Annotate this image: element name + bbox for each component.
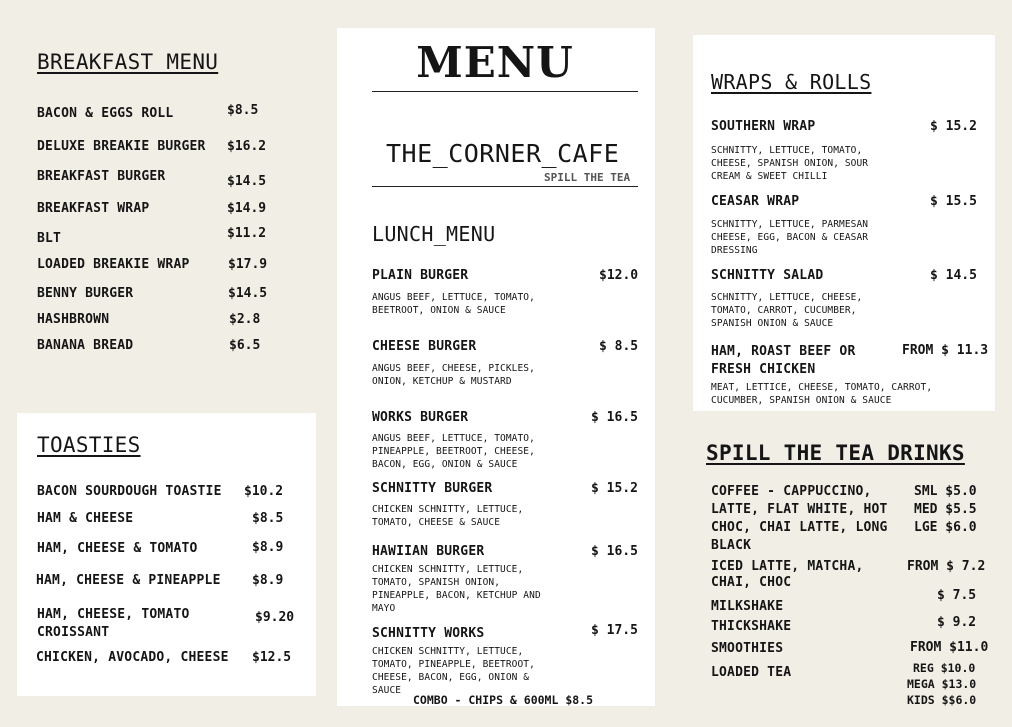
wrap-item-name: CEASAR WRAP [711, 194, 800, 209]
drink-coffee-price: LGE $6.0 [914, 520, 977, 535]
wraps-title: WRAPS & ROLLS [711, 70, 872, 94]
breakfast-item-price: $6.5 [229, 338, 261, 353]
drink-coffee-price: SML $5.0 [914, 484, 977, 499]
lunch-item-name: PLAIN BURGER [372, 268, 469, 283]
breakfast-item-price: $14.5 [228, 286, 268, 301]
breakfast-item-name: BLT [37, 231, 62, 246]
lunch-item-desc: ANGUS BEEF, CHEESE, PICKLES, ONION, KETCHUP & MUSTARD [372, 363, 535, 387]
drink-loaded-price: MEGA $13.0 [907, 677, 977, 691]
drink-thickshake-name: THICKSHAKE [711, 619, 792, 634]
wrap-item-name: SCHNITTY SALAD [711, 268, 824, 283]
breakfast-item-name: LOADED BREAKIE WRAP [37, 257, 190, 272]
toastie-item-price: $8.9 [252, 573, 284, 588]
lunch-item-desc: CHICKEN SCHNITTY, LETTUCE, TOMATO, SPANISH ONION, PINEAPPLE, BACON, KETCHUP AND MAYO [372, 564, 541, 614]
toastie-item-name: CHICKEN, AVOCADO, CHEESE [36, 650, 229, 665]
cafe-name-rule [372, 186, 638, 187]
breakfast-item-name: DELUXE BREAKIE BURGER [37, 139, 206, 154]
toastie-item-name: BACON SOURDOUGH TOASTIE [37, 484, 222, 499]
toastie-item-price: $12.5 [252, 650, 292, 665]
combo-note: COMBO - CHIPS & 600ML $8.5 [413, 693, 594, 707]
wrap-item-desc: SCHNITTY, LETTUCE, TOMATO, CHEESE, SPANISH ONION, SOUR CREAM & SWEET CHILLI [711, 145, 869, 182]
drink-loaded-price: REG $10.0 [913, 661, 976, 675]
breakfast-item-price: $16.2 [227, 139, 267, 154]
wrap-item-price: $ 14.5 [930, 268, 977, 283]
drink-milkshake-name: MILKSHAKE [711, 599, 784, 614]
toastie-item-price: $9.20 [255, 610, 295, 625]
toastie-item-price: $10.2 [244, 484, 284, 499]
wrap-item-desc: SCHNITTY, LETTUCE, PARMESAN CHEESE, EGG, BACON & CEASAR DRESSING [711, 219, 869, 256]
breakfast-item-price: $2.8 [229, 312, 261, 327]
breakfast-item-price: $14.5 [227, 174, 267, 189]
breakfast-item-price: $8.5 [227, 103, 259, 118]
drink-thickshake-price: $ 9.2 [937, 615, 977, 630]
wrap-item-price: $ 15.2 [930, 119, 977, 134]
drink-coffee-name: COFFEE - CAPPUCCINO, LATTE, FLAT WHITE, HOT CHOC, CHAI LATTE, LONG BLACK [711, 484, 888, 553]
lunch-item-name: HAWIIAN BURGER [372, 544, 485, 559]
drink-milkshake-price: $ 7.5 [937, 588, 977, 603]
lunch-item-desc: ANGUS BEEF, LETTUCE, TOMATO, PINEAPPLE, BEETROOT, CHEESE, BACON, EGG, ONION & SAUCE [372, 433, 535, 470]
drink-smoothies-name: SMOOTHIES [711, 641, 784, 656]
drink-coffee-price: MED $5.5 [914, 502, 977, 517]
lunch-item-price: $ 16.5 [591, 410, 638, 425]
lunch-item-desc: CHICKEN SCHNITTY, LETTUCE, TOMATO, PINEAPPLE, BEETROOT, CHEESE, BACON, EGG, ONION & SAUCE [372, 646, 535, 696]
breakfast-item-name: HASHBROWN [37, 312, 110, 327]
breakfast-item-name: BENNY BURGER [37, 286, 134, 301]
toasties-title: TOASTIES [37, 433, 141, 457]
drink-iced-price: FROM $ 7.2 [907, 559, 986, 574]
lunch-item-price: $ 17.5 [591, 623, 638, 638]
lunch-item-price: $ 16.5 [591, 544, 638, 559]
wrap-item-desc: SCHNITTY, LETTUCE, CHEESE, TOMATO, CARROT, CUCUMBER, SPANISH ONION & SAUCE [711, 292, 863, 329]
breakfast-item-price: $17.9 [228, 257, 268, 272]
toastie-item-name: HAM, CHEESE, TOMATO CROISSANT [37, 607, 190, 640]
lunch-item-price: $ 8.5 [599, 339, 639, 354]
drink-loaded-price: KIDS $$6.0 [907, 693, 977, 707]
drink-smoothies-price: FROM $11.0 [910, 640, 989, 655]
lunch-title: LUNCH_MENU [372, 222, 496, 246]
cafe-tagline: SPILL THE TEA [544, 171, 631, 184]
drink-iced-name: ICED LATTE, MATCHA, CHAI, CHOC [711, 559, 864, 590]
wrap-item-price: FROM $ 11.3 [902, 343, 989, 358]
wrap-item-desc: MEAT, LETTICE, CHEESE, TOMATO, CARROT, CUCUMBER, SPANISH ONION & SAUCE [711, 382, 933, 406]
lunch-item-price: $12.0 [599, 268, 639, 283]
wrap-item-name: HAM, ROAST BEEF OR FRESH CHICKEN [711, 344, 856, 377]
lunch-item-desc: CHICKEN SCHNITTY, LETTUCE, TOMATO, CHEESE & SAUCE [372, 504, 524, 528]
toastie-item-price: $8.9 [252, 540, 284, 555]
toastie-item-name: HAM & CHEESE [37, 511, 134, 526]
lunch-item-name: WORKS BURGER [372, 410, 469, 425]
breakfast-item-name: BACON & EGGS ROLL [37, 106, 174, 121]
menu-title: MENU [416, 38, 574, 87]
toastie-item-name: HAM, CHEESE & PINEAPPLE [36, 573, 221, 588]
lunch-item-price: $ 15.2 [591, 481, 638, 496]
breakfast-item-price: $14.9 [227, 201, 267, 216]
breakfast-item-price: $11.2 [227, 226, 267, 241]
lunch-item-desc: ANGUS BEEF, LETTUCE, TOMATO, BEETROOT, ONION & SAUCE [372, 292, 535, 316]
drink-loaded-name: LOADED TEA [711, 665, 792, 680]
breakfast-item-name: BREAKFAST WRAP [37, 201, 150, 216]
breakfast-item-name: BREAKFAST BURGER [37, 169, 166, 184]
wrap-item-name: SOUTHERN WRAP [711, 119, 816, 134]
lunch-item-name: CHEESE BURGER [372, 339, 477, 354]
toastie-item-price: $8.5 [252, 511, 284, 526]
cafe-name: THE_CORNER_CAFE [386, 139, 620, 168]
wrap-item-price: $ 15.5 [930, 194, 977, 209]
breakfast-title: BREAKFAST MENU [37, 50, 219, 74]
menu-title-rule [372, 91, 638, 92]
drinks-title: SPILL THE TEA DRINKS [706, 441, 965, 465]
breakfast-item-name: BANANA BREAD [37, 338, 134, 353]
lunch-item-name: SCHNITTY WORKS [372, 626, 485, 641]
lunch-item-name: SCHNITTY BURGER [372, 481, 493, 496]
toastie-item-name: HAM, CHEESE & TOMATO [37, 541, 198, 556]
